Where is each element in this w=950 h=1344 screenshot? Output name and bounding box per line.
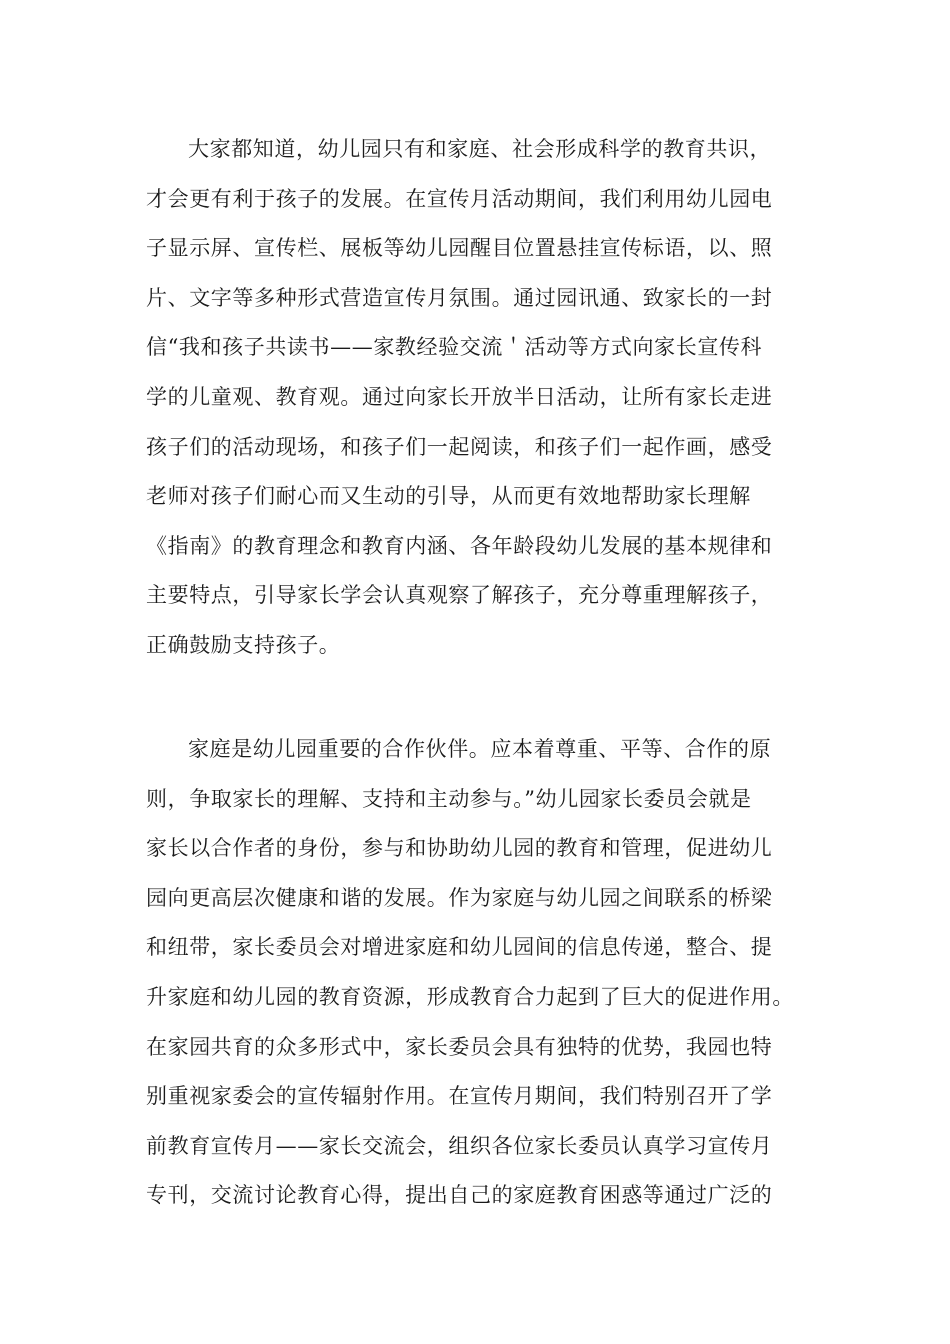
text-line: 和纽带，家长委员会对增进家庭和幼儿园间的信息传递，整合、提 [146, 935, 773, 960]
text-line: 则，争取家长的理解、支持和主动参与。”幼儿园家长委员会就是 [146, 786, 752, 811]
text-line: 片、文字等多种形式营造宣传月氛围。通过园讯通、致家长的一封 [146, 285, 773, 310]
text-line: 在家园共育的众多形式中，家长委员会具有独特的优势，我园也特 [146, 1034, 773, 1059]
text-line: 学的儿童观、教育观。通过向家长开放半日活动，让所有家长走进 [146, 384, 773, 409]
text-line: 子显示屏、宣传栏、展板等幼儿园醒目位置悬挂宣传标语，以、照 [146, 236, 773, 261]
text-line: 别重视家委会的宣传辐射作用。在宣传月期间，我们特别召开了学 [146, 1084, 773, 1109]
text-line: 前教育宣传月——家长交流会，组织各位家长委员认真学习宣传月 [146, 1133, 773, 1158]
text-line: 大家都知道，幼儿园只有和家庭、社会形成科学的教育共识， [188, 137, 772, 161]
text-line: 专刊，交流讨论教育心得，提出自己的家庭教育困惑等通过广泛的 [146, 1183, 773, 1208]
text-line: 信“我和孩子共读书——家教经验交流＇活动等方式向家长宣传科 [146, 335, 763, 360]
text-line: 老师对孩子们耐心而又生动的引导，从而更有效地帮助家长理解 [146, 484, 751, 509]
text-line: 园向更高层次健康和谐的发展。作为家庭与幼儿园之间联系的桥梁 [146, 885, 773, 910]
text-line: 主要特点，引导家长学会认真观察了解孩子，充分尊重理解孩子， [146, 583, 773, 608]
text-line: 《指南》的教育理念和教育内涵、各年龄段幼儿发展的基本规律和 [146, 533, 773, 558]
text-line: 孩子们的活动现场，和孩子们一起阅读，和孩子们一起作画，感受 [146, 434, 773, 459]
text-line: 家长以合作者的身份，参与和协助幼儿园的教育和管理，促进幼儿 [146, 836, 773, 861]
text-line: 才会更有利于孩子的发展。在宣传月活动期间，我们利用幼儿园电 [146, 186, 773, 211]
paragraph-parent-education [146, 125, 816, 671]
text-line: 升家庭和幼儿园的教育资源，形成教育合力起到了巨大的促进作用。 [146, 984, 794, 1009]
text-line: 家庭是幼儿园重要的合作伙伴。应本着尊重、平等、合作的原 [188, 737, 772, 761]
paragraph-parent-committee [146, 725, 816, 1221]
text-line: 正确鼓励支持孩子。 [146, 632, 341, 657]
